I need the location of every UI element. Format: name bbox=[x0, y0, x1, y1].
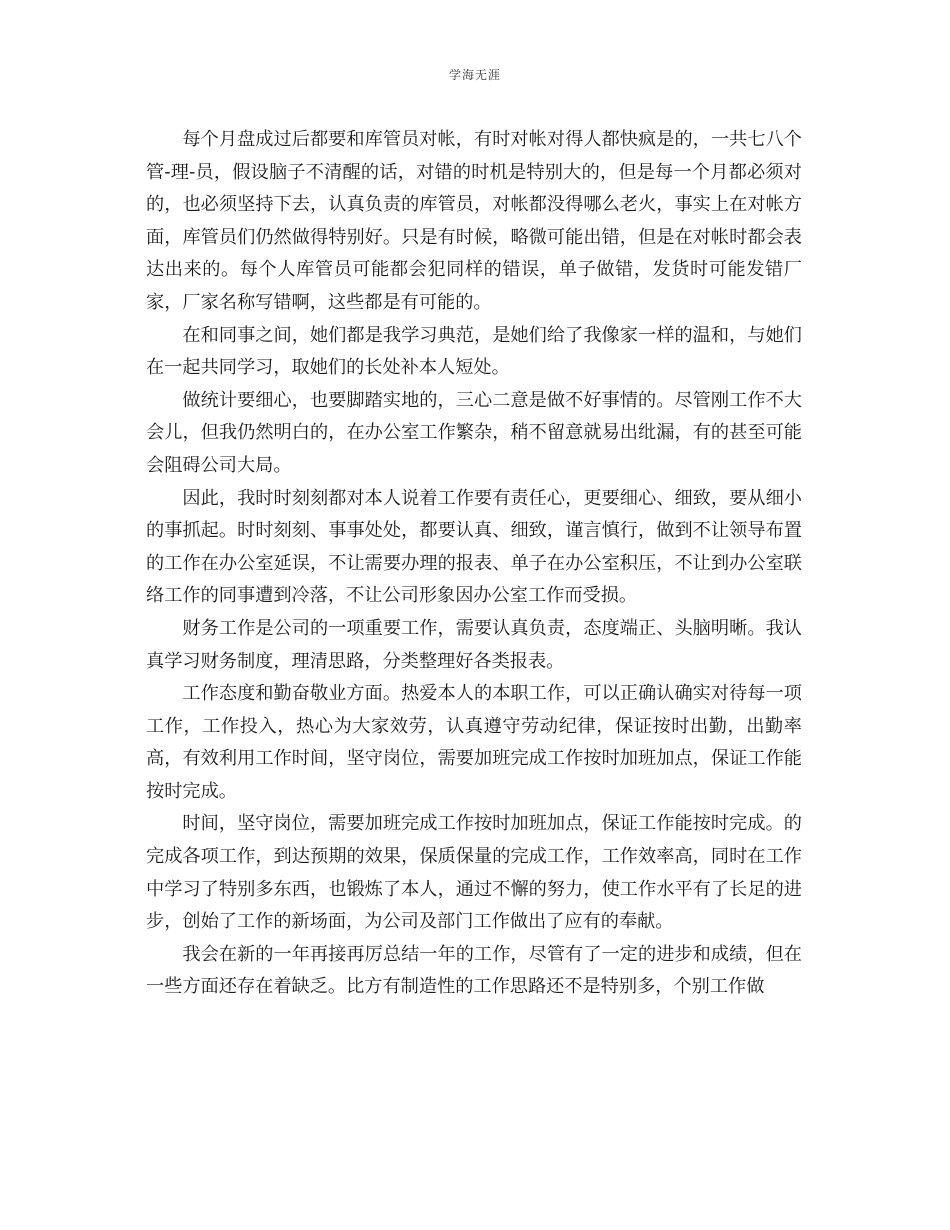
paragraph-3: 做统计要细心，也要脚踏实地的，三心二意是做不好事情的。尽管刚工作不大会儿，但我仍然明白的，在办公室工作繁杂，稍不留意就易出纰漏，有的甚至可能会阻碍公司大局。 bbox=[146, 389, 802, 476]
paragraph-2: 在和同事之间，她们都是我学习典范，是她们给了我像家一样的温和，与她们在一起共同学习，取她们的长处补本人短处。 bbox=[146, 324, 802, 379]
document-body bbox=[146, 124, 802, 1004]
paragraph-6: 工作态度和勤奋敬业方面。热爱本人的本职工作，可以正确认确实对待每一项工作，工作投入，热心为大家效劳，认真遵守劳动纪律，保证按时出勤，出勤率高，有效利用工作时间，坚守岗位，需要加班完成工作按时加班加点，保证工作能按时完成。 bbox=[146, 683, 802, 802]
paragraph-7: 时间，坚守岗位，需要加班完成工作按时加班加点，保证工作能按时完成。的完成各项工作，到达预期的效果，保质保量的完成工作，工作效率高，同时在工作中学习了特别多东西，也锻炼了本人，通过不懈的努力，使工作水平有了长足的进步，创始了工作的新场面，为公司及部门工作做出了应有的奉献。 bbox=[146, 813, 802, 933]
paragraph-1: 每个月盘成过后都要和库管员对帐，有时对帐对得人都快疯是的，一共七八个管-理-员，假设脑子不清醒的话，对错的时机是特别大的，但是每一个月都必须对的，也必须坚持下去，认真负责的库管员，对帐都没得哪么老火，事实上在对帐方面，库管员们仍然做得特别好。只是有时候，略微可能出错，但是在对帐时都会表达出来的。每个人库管员可能都会犯同样的错误，单子做错，发货时可能发错厂家，厂家名称写错啊，这些都是有可能的。 bbox=[146, 129, 802, 313]
page-header: 学海无涯 bbox=[448, 68, 501, 82]
paragraph-4: 因此，我时时刻刻都对本人说着工作要有责任心，更要细心、细致，要从细小的事抓起。时时刻刻、事事处处，都要认真、细致，谨言慎行，做到不让领导布置的工作在办公室延误，不让需要办理的报表、单子在办公室积压，不让到办公室联络工作的同事遭到冷落，不让公司形象因办公室工作而受损。 bbox=[146, 487, 802, 607]
paragraph-8: 我会在新的一年再接再厉总结一年的工作，尽管有了一定的进步和成绩，但在一些方面还存在着缺乏。比方有制造性的工作思路还不是特别多，个别工作做 bbox=[146, 943, 802, 998]
paragraph-5: 财务工作是公司的一项重要工作，需要认真负责，态度端正、头脑明晰。我认真学习财务制度，理清思路，分类整理好各类报表。 bbox=[146, 617, 802, 672]
